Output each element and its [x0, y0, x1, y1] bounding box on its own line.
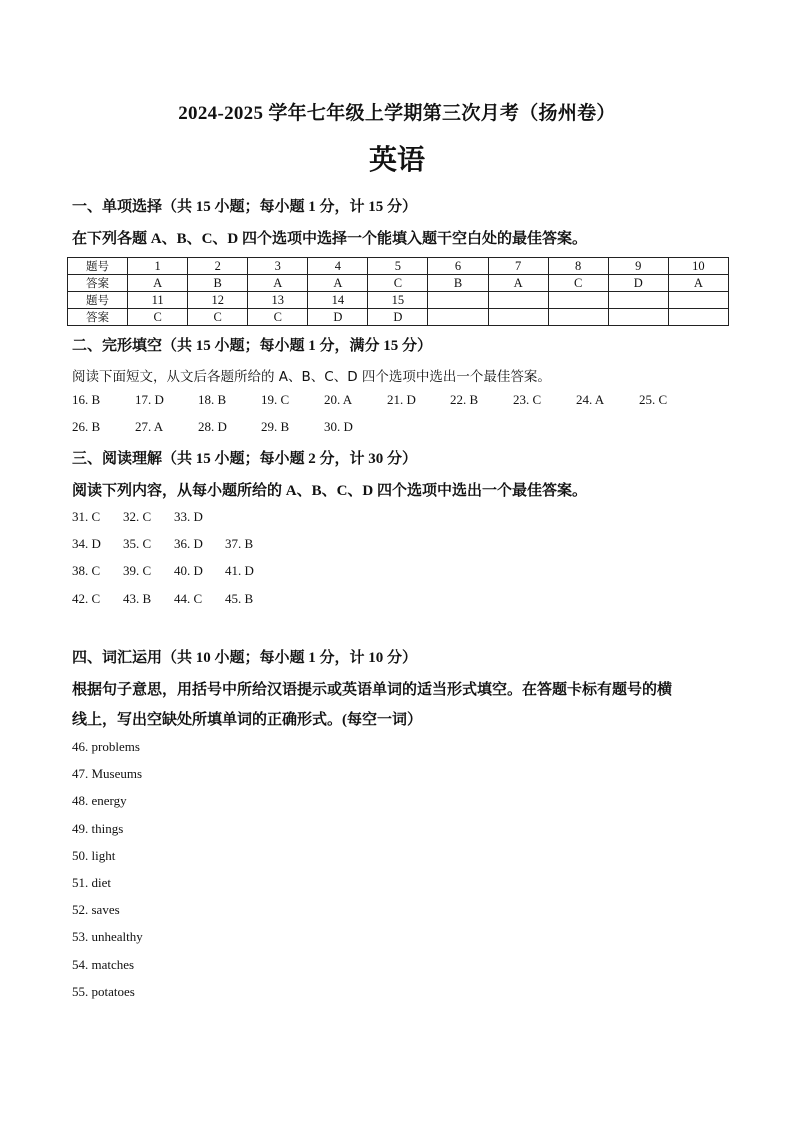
answer-item: 31. C	[72, 509, 101, 524]
section4-instruction-line2: 线上，写出空缺处所填单词的正确形式。(每空一词）	[72, 712, 422, 728]
vocab-answer-item: 46. problems	[72, 739, 140, 754]
section4-instruction-line1: 根据句子意思，用括号中所给汉语提示或英语单词的适当形式填空。在答题卡标有题号的横	[72, 682, 673, 698]
subject-title: 英语	[368, 143, 425, 176]
answer-cell	[668, 309, 728, 326]
vocab-answer-item: 53. unhealthy	[72, 929, 143, 945]
vocab-answer-item: 55. potatoes	[72, 983, 135, 999]
answer-item: 30. D	[324, 419, 353, 434]
answer-item: 26. B	[72, 419, 101, 434]
answer-cell: C	[368, 275, 428, 292]
answer-cell: B	[188, 275, 248, 292]
answer-cell: A	[488, 275, 548, 292]
question-number-cell: 11	[128, 292, 188, 309]
question-number-cell	[608, 292, 668, 309]
answer-item: 43. B	[123, 591, 152, 606]
answer-item: 32. C	[123, 509, 152, 524]
question-number-cell: 12	[188, 292, 248, 309]
answer-item: 24. A	[576, 392, 605, 407]
answer-item: 22. B	[450, 392, 479, 407]
answer-table-row	[68, 309, 729, 326]
answer-cell: C	[128, 309, 188, 326]
vocab-answer-item: 54. matches	[72, 956, 135, 972]
answer-item: 21. D	[387, 392, 416, 407]
answer-item: 36. D	[174, 536, 203, 551]
answer-cell: A	[128, 275, 188, 292]
answer-table-row-label: 答案	[68, 309, 128, 326]
answer-cell: D	[368, 309, 428, 326]
answer-item: 19. C	[261, 392, 290, 407]
answer-item: 45. B	[225, 591, 254, 606]
question-number-cell	[428, 292, 488, 309]
vocab-answer-item: 52. saves	[72, 902, 120, 918]
section2-heading: 二、完形填空（共 15 小题；每小题 1 分，满分 15 分）	[72, 338, 433, 354]
answer-cell: D	[308, 309, 368, 326]
question-number-cell	[548, 292, 608, 309]
section1-heading: 一、单项选择（共 15 小题；每小题 1 分，计 15 分）	[72, 199, 418, 215]
vocab-answer-item: 48. energy	[72, 793, 127, 809]
answer-cell: A	[248, 275, 308, 292]
answer-cell: C	[548, 275, 608, 292]
answer-cell	[488, 309, 548, 326]
answer-item: 16. B	[72, 392, 101, 407]
section3-row-1	[72, 509, 225, 525]
question-number-cell: 2	[188, 258, 248, 275]
answer-item: 29. B	[261, 419, 290, 434]
answer-cell: C	[248, 309, 308, 326]
vocab-answer-item: 51. diet	[72, 875, 111, 890]
vocab-answer-item: 49. things	[72, 820, 124, 836]
question-number-cell	[668, 292, 728, 309]
answer-cell	[548, 309, 608, 326]
section2-row-2	[72, 419, 387, 435]
question-number-cell: 8	[548, 258, 608, 275]
answer-cell: C	[188, 309, 248, 326]
answer-item: 27. A	[135, 419, 164, 434]
answer-item: 44. C	[174, 591, 203, 606]
answer-item: 17. D	[135, 392, 164, 407]
section2-row-1	[72, 392, 702, 408]
answer-table-row	[68, 292, 729, 309]
section3-row-2	[72, 536, 276, 552]
answer-item: 40. D	[174, 563, 203, 578]
question-number-cell: 3	[248, 258, 308, 275]
vocab-answer-item: 47. Museums	[72, 766, 143, 782]
section3-row-3	[72, 563, 276, 579]
answer-item: 35. C	[123, 536, 152, 551]
answer-cell: A	[308, 275, 368, 292]
question-number-cell: 15	[368, 292, 428, 309]
question-number-cell: 10	[668, 258, 728, 275]
answer-item: 37. B	[225, 536, 254, 551]
section3-heading: 三、阅读理解（共 15 小题；每小题 2 分，计 30 分）	[72, 451, 418, 467]
question-number-cell: 1	[128, 258, 188, 275]
answer-item: 18. B	[198, 392, 227, 407]
question-number-cell: 6	[428, 258, 488, 275]
answer-item: 25. C	[639, 392, 668, 407]
question-number-cell: 5	[368, 258, 428, 275]
question-number-cell: 14	[308, 292, 368, 309]
answer-cell: D	[608, 275, 668, 292]
section3-instruction: 阅读下列内容，从每小题所给的 A、B、C、D 四个选项中选出一个最佳答案。	[72, 483, 588, 499]
question-number-cell: 7	[488, 258, 548, 275]
answer-table-row-label: 题号	[68, 258, 128, 275]
answer-cell: B	[428, 275, 488, 292]
vocab-answer-item: 50. light	[72, 847, 116, 863]
question-number-cell	[488, 292, 548, 309]
section3-row-4	[72, 591, 276, 607]
answer-item: 33. D	[174, 509, 203, 524]
answer-cell	[428, 309, 488, 326]
answer-item: 42. C	[72, 591, 101, 606]
answer-table-row-label: 答案	[68, 275, 128, 292]
answer-table-row	[68, 258, 729, 275]
answer-item: 20. A	[324, 392, 353, 407]
answer-table-row	[68, 275, 729, 292]
question-number-cell: 4	[308, 258, 368, 275]
answer-item: 38. C	[72, 563, 101, 578]
answer-table-row-label: 题号	[68, 292, 128, 309]
answer-table	[67, 257, 729, 326]
section1-instruction: 在下列各题 A、B、C、D 四个选项中选择一个能填入题干空白处的最佳答案。	[72, 231, 588, 247]
answer-cell: A	[668, 275, 728, 292]
question-number-cell: 13	[248, 292, 308, 309]
section4-heading: 四、词汇运用（共 10 小题；每小题 1 分，计 10 分）	[72, 650, 418, 666]
answer-item: 39. C	[123, 563, 152, 578]
question-number-cell: 9	[608, 258, 668, 275]
answer-item: 23. C	[513, 392, 542, 407]
answer-item: 28. D	[198, 419, 227, 434]
answer-item: 41. D	[225, 563, 254, 578]
answer-item: 34. D	[72, 536, 101, 551]
section2-instruction: 阅读下面短文，从文后各题所给的 A、B、C、D 四个选项中选出一个最佳答案。	[72, 369, 551, 385]
answer-cell	[608, 309, 668, 326]
page-title: 2024-2025 学年七年级上学期第三次月考（扬州卷）	[178, 103, 616, 124]
